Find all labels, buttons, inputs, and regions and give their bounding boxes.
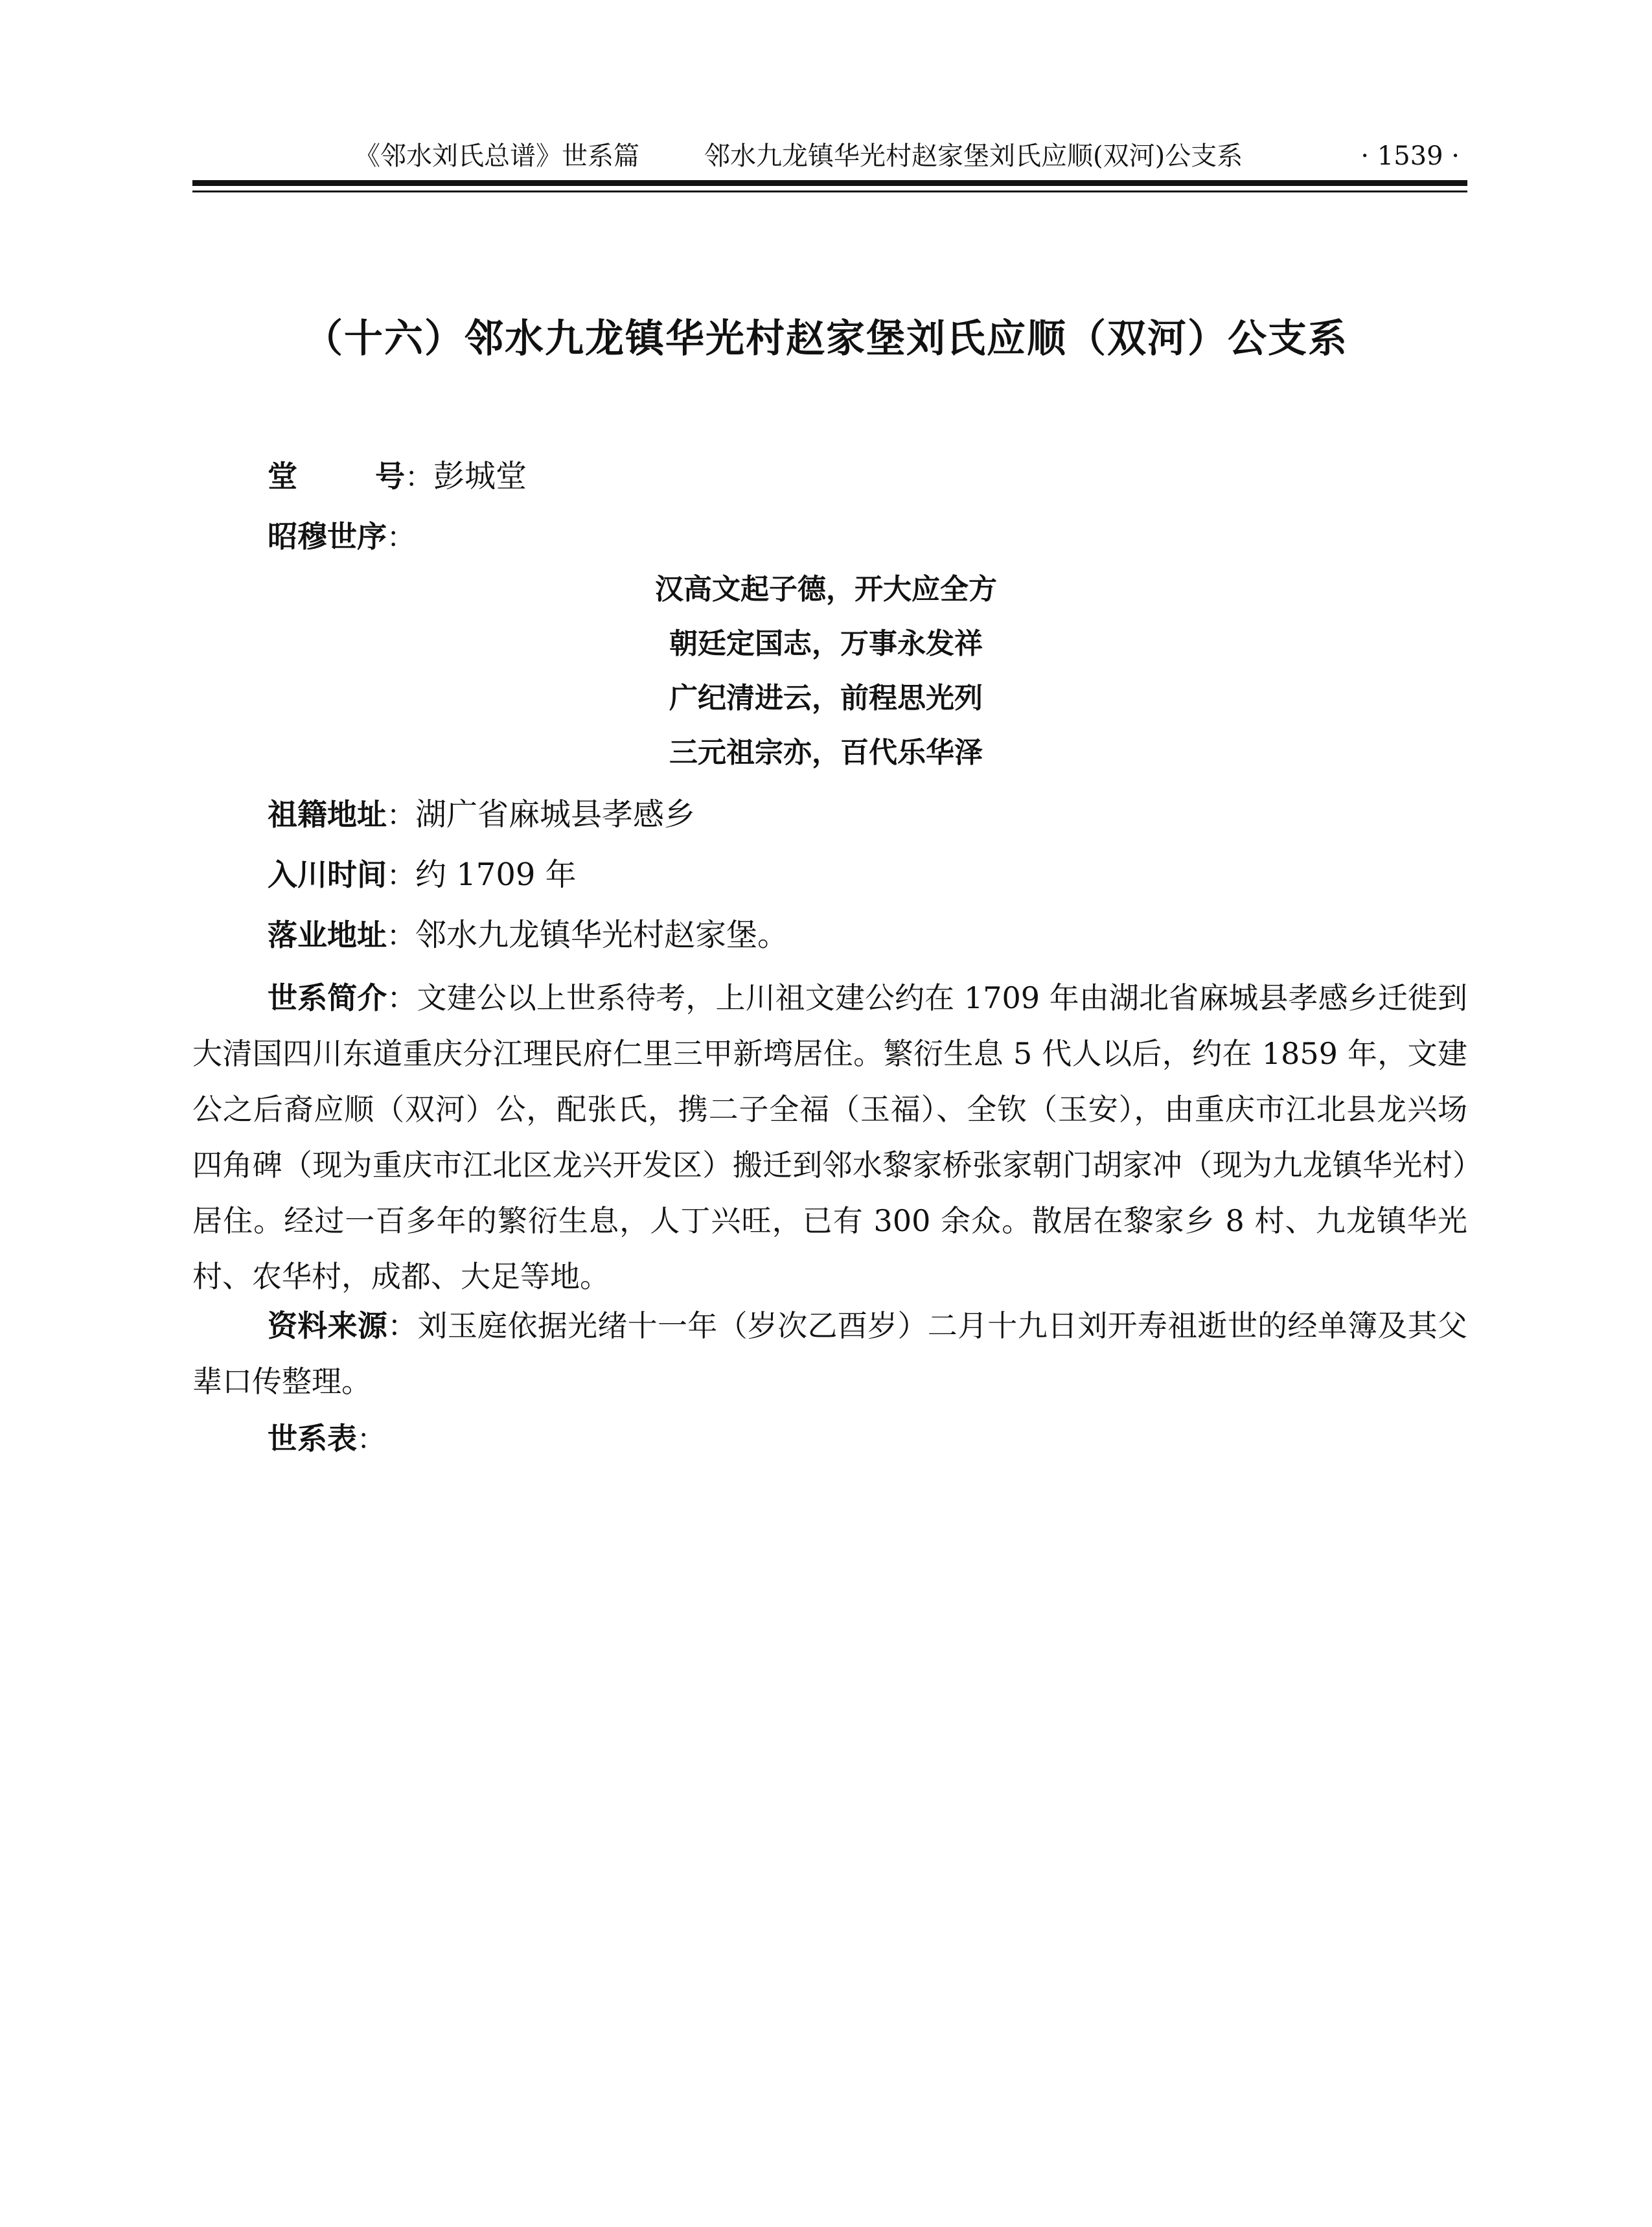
lineage-intro-paragraph [192,970,1467,1304]
page-number: · 1539 · [1360,141,1460,171]
book-title: 《邻水刘氏总谱》世系篇 [354,141,639,171]
generation-order-field [268,514,415,560]
source-paragraph [192,1298,1467,1409]
colon: ： [387,799,415,832]
page-title: （十六）邻水九龙镇华光村赵家堡刘氏应顺（双河）公支系 [304,316,1348,362]
settlement-field [268,912,788,959]
source-label: 资料来源 [268,1308,388,1343]
colon: ： [387,919,415,952]
sichuan-entry-time-field [268,852,577,899]
poem-line: 三元祖宗亦，百代乐华泽 [669,736,983,769]
colon: ： [387,521,415,554]
section-title: 邻水九龙镇华光村赵家堡刘氏应顺(双河)公支系 [704,141,1243,171]
settlement-label: 落业地址 [268,917,387,952]
hall-name-label-b: 号 [375,459,405,494]
settlement-value: 邻水九龙镇华光村赵家堡。 [415,917,789,953]
colon: ： [387,859,415,892]
source-text: 刘玉庭依据光绪十一年（岁次乙酉岁）二月十九日刘开寿祖逝世的经单簿及其父辈口传整理。 [192,1308,1468,1399]
hall-name-value: 彭城堂 [433,458,527,494]
lineage-intro-label: 世系简介 [268,980,387,1015]
ancestral-origin-field [268,792,695,838]
ancestral-origin-value: 湖广省麻城县孝感乡 [415,796,696,833]
poem-line: 朝廷定国志，万事永发祥 [669,627,983,660]
colon: ： [387,980,417,1015]
running-header [192,135,1467,178]
colon: ： [357,1423,385,1456]
generation-order-label: 昭穆世序 [268,519,387,554]
colon: ： [405,461,433,494]
lineage-table-field [268,1416,385,1462]
hall-name-label-a: 堂 [268,459,297,494]
colon: ： [387,1308,418,1343]
lineage-intro-text: 文建公以上世系待考，上川祖文建公约在 1709 年由湖北省麻城县孝感乡迁徙到大清国四川东道重庆分江理民府仁里三甲新塆居住。繁衍生息 5 代人以后，约在 1859 年，文建公之后裔应顺（双河）公，配张氏，携二子全福（玉福）、全钦（玉安），由重庆市江北县龙兴场四角碑（现为重庆市江北区龙兴开发区）搬迁到邻水黎家桥张家朝门胡家冲（现为九龙镇华光村）居住。经过一百多年的繁衍生息，人丁兴旺，已有 300 余众。散居在黎家乡 8 村、九龙镇华光村、农华村，成都、大足等地。 [192,980,1468,1294]
ancestral-origin-label: 祖籍地址 [268,797,387,832]
lineage-table-label: 世系表 [268,1421,357,1456]
sichuan-entry-time-value: 约 1709 年 [415,857,577,893]
sichuan-entry-time-label: 入川时间 [268,857,387,892]
header-rule-thin [192,190,1467,192]
poem-line: 广纪清进云，前程思光列 [669,682,983,715]
hall-name-field [268,454,527,500]
poem-line: 汉高文起子德，开大应全方 [655,573,997,606]
header-rule-thick [192,180,1467,186]
